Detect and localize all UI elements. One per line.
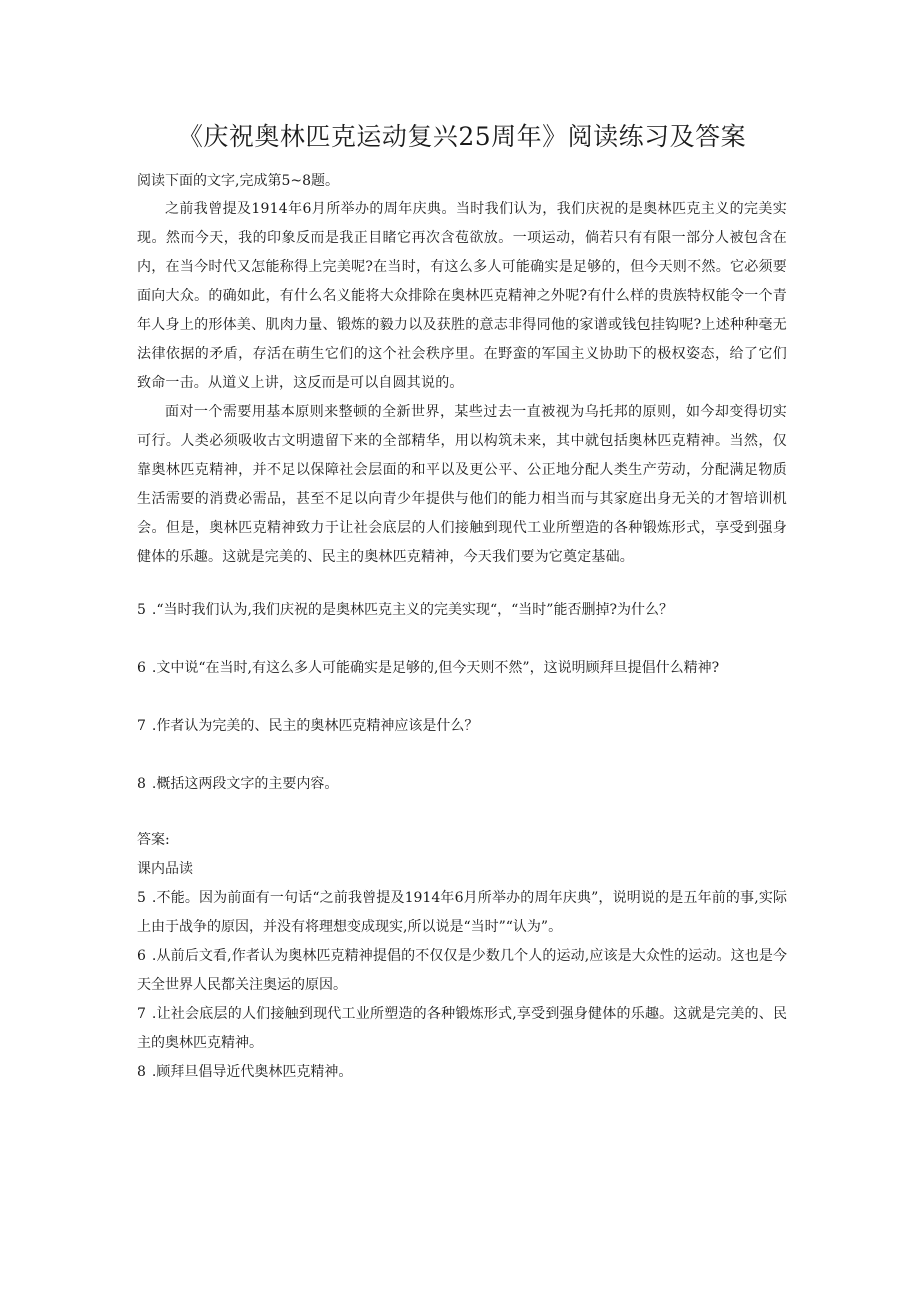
question-text: .“当时我们认为,我们庆祝的是奥林匹克主义的完美实现“，“当时”能否删掉?为什么？ (151, 602, 673, 618)
answer-number: 6 (137, 948, 146, 964)
question-8 (137, 768, 787, 800)
answer-7 (137, 1000, 787, 1058)
question-5 (137, 594, 787, 626)
answer-text: .让社会底层的人们接触到现代工业所塑造的各种锻炼形式,享受到强身健体的乐趣。这就是完美的、民主的奥林匹克精神。 (137, 1006, 787, 1051)
question-6 (137, 652, 787, 684)
answer-5 (137, 884, 787, 942)
passage-paragraph-1: 之前我曾提及1914年6月所举办的周年庆典。当时我们认为，我们庆祝的是奥林匹克主义的完美实现。然而今天，我的印象反而是我正目睹它再次含苞欲放。一项运动，倘若只有有限一部分人被包含在内，在当今时代又怎能称得上完美呢?在当时，有这么多人可能确实是足够的，但今天则不然。它必须要面向大众。的确如此，有什么名义能将大众排除在奥林匹克精神之外呢?有什么样的贵族特权能令一个青年人身上的形体美、肌肉力量、锻炼的毅力以及获胜的意志非得同他的家谱或钱包挂钩呢?上述种种毫无法律依据的矛盾，存活在萌生它们的这个社会秩序里。在野蛮的军国主义协助下的极权姿态，给了它们致命一击。从道义上讲，这反而是可以自圆其说的。 (137, 201, 787, 391)
answer-text: .不能。因为前面有一句话“之前我曾提及1914年6月所举办的周年庆典”，说明说的是五年前的事,实际上由于战争的原因，并没有将理想变成现实,所以说是“当时”“认为”。 (137, 890, 787, 935)
answer-text: .顾拜旦倡导近代奥林匹克精神。 (151, 1064, 353, 1080)
answer-number: 5 (137, 890, 146, 906)
answers-subheading: 课内品读 (137, 861, 193, 877)
question-list (137, 594, 787, 800)
question-number: 7 (137, 718, 146, 734)
instruction-text: 阅读下面的文字,完成第5~8题。 (137, 173, 339, 189)
passage-paragraph-2: 面对一个需要用基本原则来整顿的全新世界，某些过去一直被视为乌托邦的原则，如今却变得切实可行。人类必须吸收古文明遗留下来的全部精华，用以构筑未来，其中就包括奥林匹克精神。当然，仅靠奥林匹克精神，并不足以保障社会层面的和平以及更公平、公正地分配人类生产劳动，分配满足物质生活需要的消费必需品，甚至不足以向青少年提供与他们的能力相当而与其家庭出身无关的才智培训机会。但是，奥林匹克精神致力于让社会底层的人们接触到现代工业所塑造的各种锻炼形式，享受到强身健体的乐趣。这就是完美的、民主的奥林匹克精神，今天我们要为它奠定基础。 (137, 404, 787, 565)
answer-text: .从前后文看,作者认为奥林匹克精神提倡的不仅仅是少数几个人的运动,应该是大众性的运动。这也是今天全世界人民都关注奥运的原因。 (137, 948, 787, 993)
question-text: .作者认为完美的、民主的奥林匹克精神应该是什么？ (151, 718, 479, 734)
document-page (137, 118, 787, 1087)
answer-8 (137, 1058, 787, 1087)
question-number: 5 (137, 602, 146, 618)
answer-section (137, 826, 787, 1087)
question-text: .文中说“在当时,有这么多人可能确实是足够的,但今天则不然”，这说明顾拜旦提倡什么精神? (151, 660, 720, 676)
question-number: 8 (137, 776, 146, 792)
question-7 (137, 710, 787, 742)
question-text: .概括这两段文字的主要内容。 (151, 776, 339, 792)
passage (137, 195, 787, 572)
question-number: 6 (137, 660, 146, 676)
answer-number: 8 (137, 1064, 146, 1080)
answer-number: 7 (137, 1006, 146, 1022)
answer-6 (137, 942, 787, 1000)
answers-label: 答案: (137, 832, 170, 848)
document-title: 《庆祝奥林匹克运动复兴25周年》阅读练习及答案 (177, 122, 747, 151)
